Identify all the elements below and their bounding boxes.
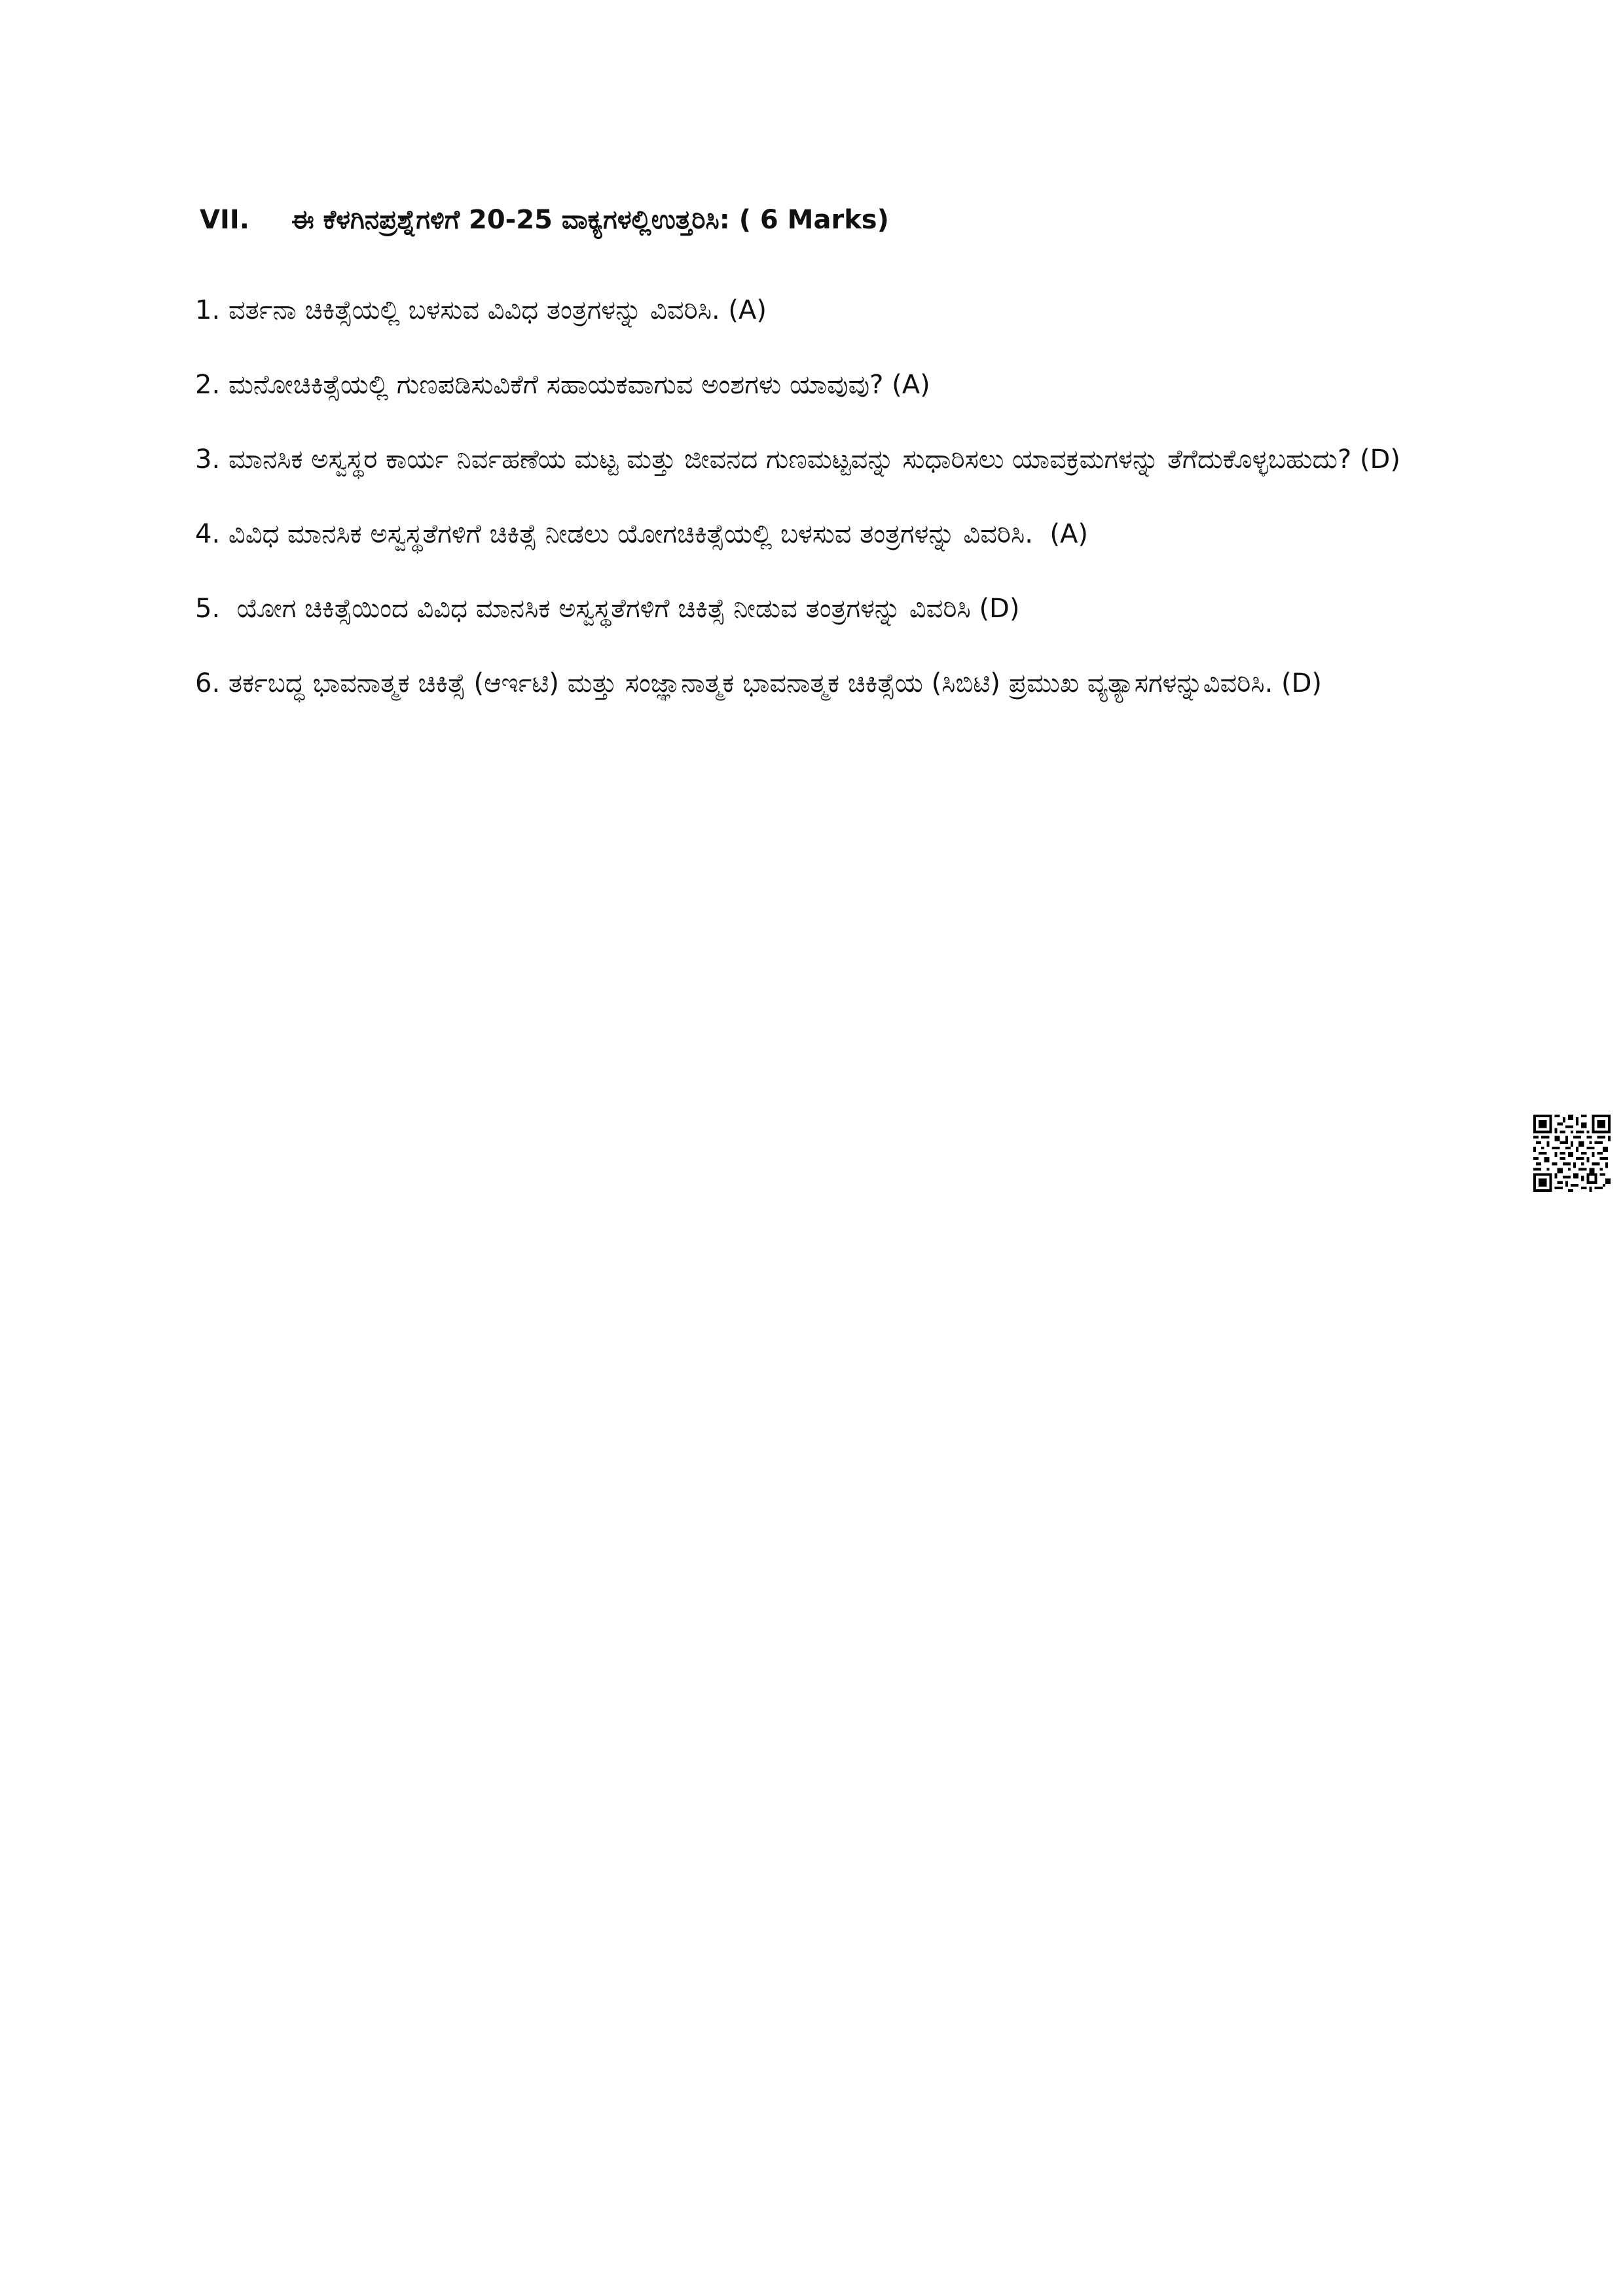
question-text: ಯೋಗ ಚಿಕಿತ್ಸೆಯಿಂದ ವಿವಿಧ ಮಾನಸಿಕ ಅಸ್ವಸ್ಥತೆಗಳಿಗೆ ಚಿಕಿತ್ಸೆ ನೀಡುವ ತಂತ್ರಗಳನ್ನು ವಿವರಿಸಿ (D) (228, 594, 1020, 624)
section-heading (200, 196, 1444, 243)
qr-code-icon[interactable] (1533, 1115, 1611, 1192)
question-number: 3. (195, 444, 221, 475)
question-number: 1. (195, 295, 221, 325)
section-number: VII. (200, 205, 249, 235)
question-item (195, 350, 1439, 420)
question-text: ವಿವಿಧ ಮಾನಸಿಕ ಅಸ್ವಸ್ಥತೆಗಳಿಗೆ ಚಿಕಿತ್ಸೆ ನೀಡಲು ಯೋಗಚಿಕಿತ್ಸೆಯಲ್ಲಿ ಬಳಸುವ ತಂತ್ರಗಳನ್ನು ವಿವರಿಸಿ. (A) (228, 519, 1088, 549)
question-text: ತರ್ಕಬದ್ಧ ಭಾವನಾತ್ಮಕ ಚಿಕಿತ್ಸೆ (ಆರ್ಇಟಿ) ಮತ್ತು ಸಂಜ್ಞಾನಾತ್ಮಕ ಭಾವನಾತ್ಮಕ ಚಿಕಿತ್ಸೆಯ (ಸಿಬಿಟಿ) ಪ್ರಮುಖ ವ್ಯತ್ಯಾಸಗಳನ್ನುವಿವರಿಸಿ. (D) (228, 668, 1322, 698)
question-number: 2. (195, 370, 221, 400)
question-item (195, 424, 1439, 495)
question-text: ಮಾನಸಿಕ ಅಸ್ವಸ್ಥರ ಕಾರ್ಯ ನಿರ್ವಹಣೆಯ ಮಟ್ಟ ಮತ್ತು ಜೀವನದ ಗುಣಮಟ್ಟವನ್ನು ಸುಧಾರಿಸಲು ಯಾವಕ್ರಮಗಳನ್ನು ತೆಗೆದುಕೊಳ್ಳಬಹುದು? (D) (228, 444, 1400, 475)
question-item (195, 573, 1439, 644)
question-number: 6. (195, 668, 221, 698)
question-item (195, 275, 1439, 346)
section-instruction: ಈ ಕೆಳಗಿನಪ್ರಶ್ನೆಗಳಿಗೆ 20-25 ವಾಕ್ಯಗಳಲ್ಲಿಉತ್ತರಿಸಿ: ( 6 Marks) (291, 205, 889, 235)
question-number: 4. (195, 519, 221, 549)
question-item (195, 499, 1439, 569)
question-item (195, 648, 1439, 719)
question-text: ಮನೋಚಿಕಿತ್ಸೆಯಲ್ಲಿ ಗುಣಪಡಿಸುವಿಕೆಗೆ ಸಹಾಯಕವಾಗುವ ಅಂಶಗಳು ಯಾವುವು? (A) (228, 370, 930, 400)
question-number: 5. (195, 594, 221, 624)
question-text: ವರ್ತನಾ ಚಿಕಿತ್ಸೆಯಲ್ಲಿ ಬಳಸುವ ವಿವಿಧ ತಂತ್ರಗಳನ್ನು ವಿವರಿಸಿ. (A) (228, 295, 767, 325)
question-list (195, 275, 1439, 723)
